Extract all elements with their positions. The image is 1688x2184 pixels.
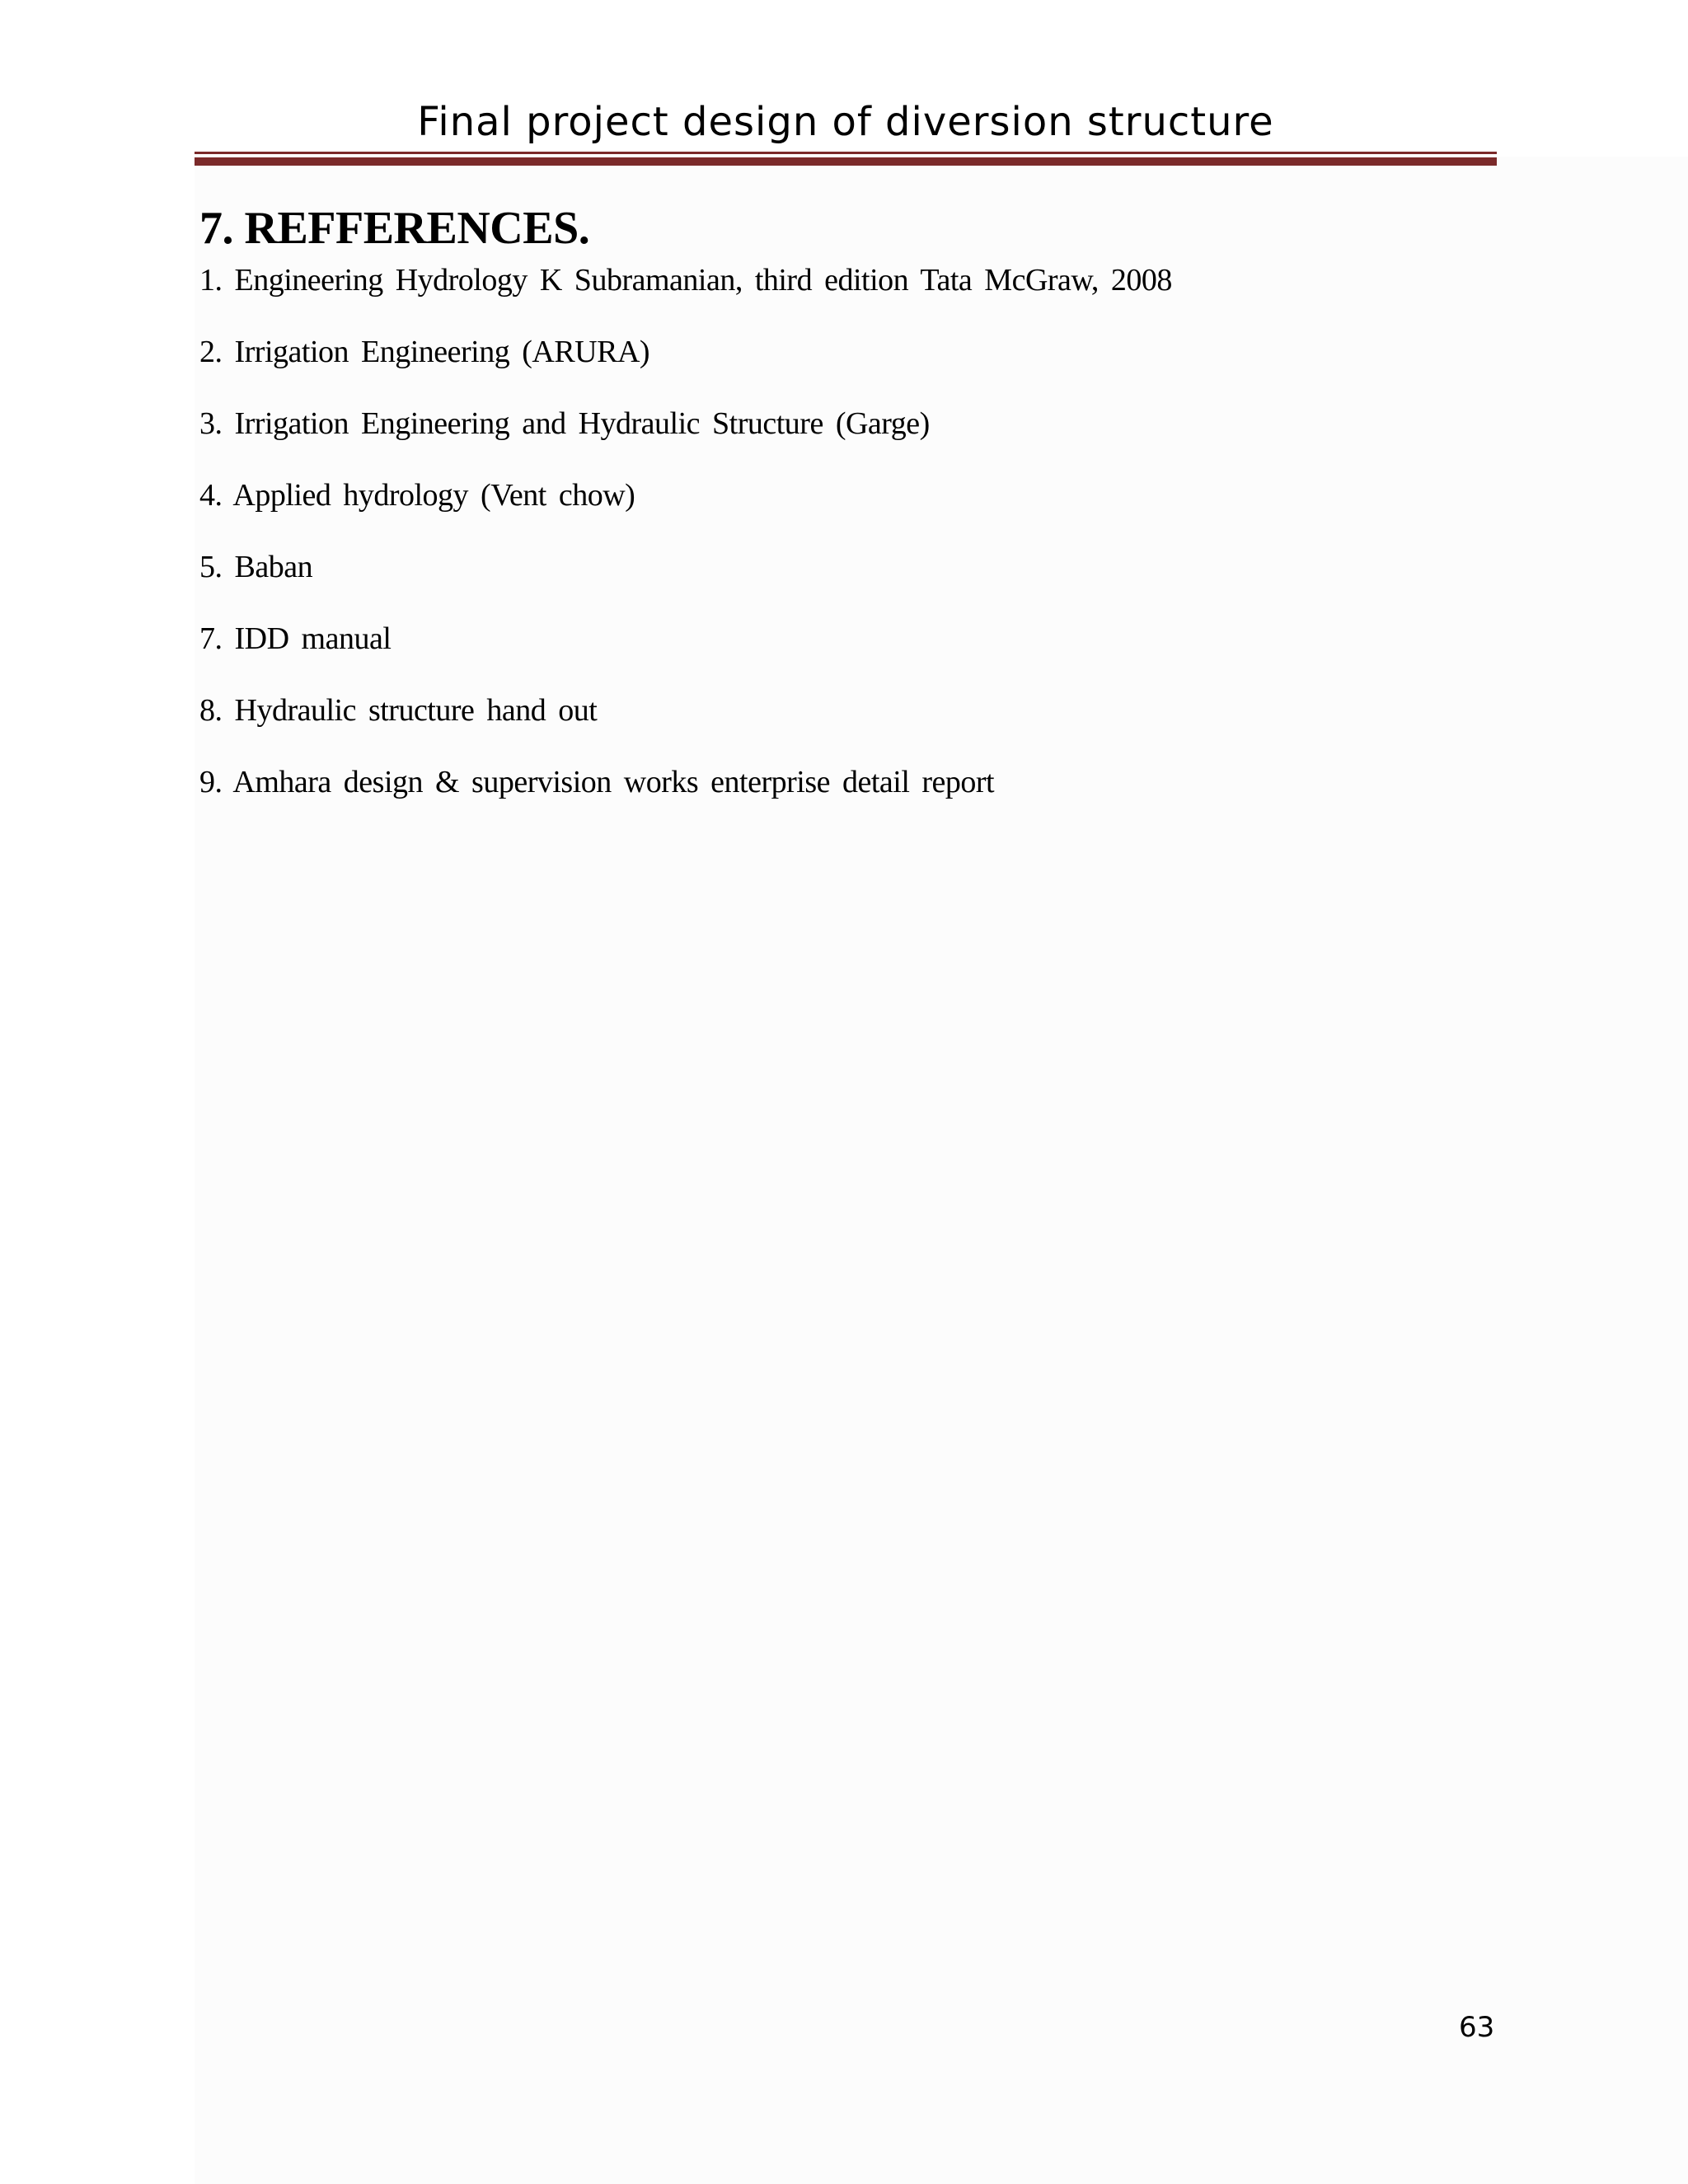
header-rule-thick-line — [195, 157, 1497, 166]
reference-list — [199, 255, 1172, 829]
reference-item: 3. Irrigation Engineering and Hydraulic Structure (Garge) — [199, 406, 930, 441]
reference-item: 8. Hydraulic structure hand out — [199, 693, 598, 728]
header-rule-thin-line — [195, 152, 1497, 154]
reference-item: 2. Irrigation Engineering (ARURA) — [199, 335, 650, 369]
header-double-rule — [195, 152, 1497, 166]
reference-item: 4. Applied hydrology (Vent chow) — [199, 478, 635, 513]
reference-item: 1. Engineering Hydrology K Subramanian, third edition Tata McGraw, 2008 — [199, 263, 1172, 298]
section-heading: 7. REFFERENCES. — [199, 203, 590, 254]
reference-item: 5. Baban — [199, 550, 313, 584]
reference-item: 7. IDD manual — [199, 621, 392, 656]
running-header-title: Final project design of diversion structure — [417, 99, 1274, 145]
reference-item: 9. Amhara design & supervision works enterprise detail report — [199, 765, 995, 799]
page-number: 63 — [1459, 2011, 1495, 2044]
